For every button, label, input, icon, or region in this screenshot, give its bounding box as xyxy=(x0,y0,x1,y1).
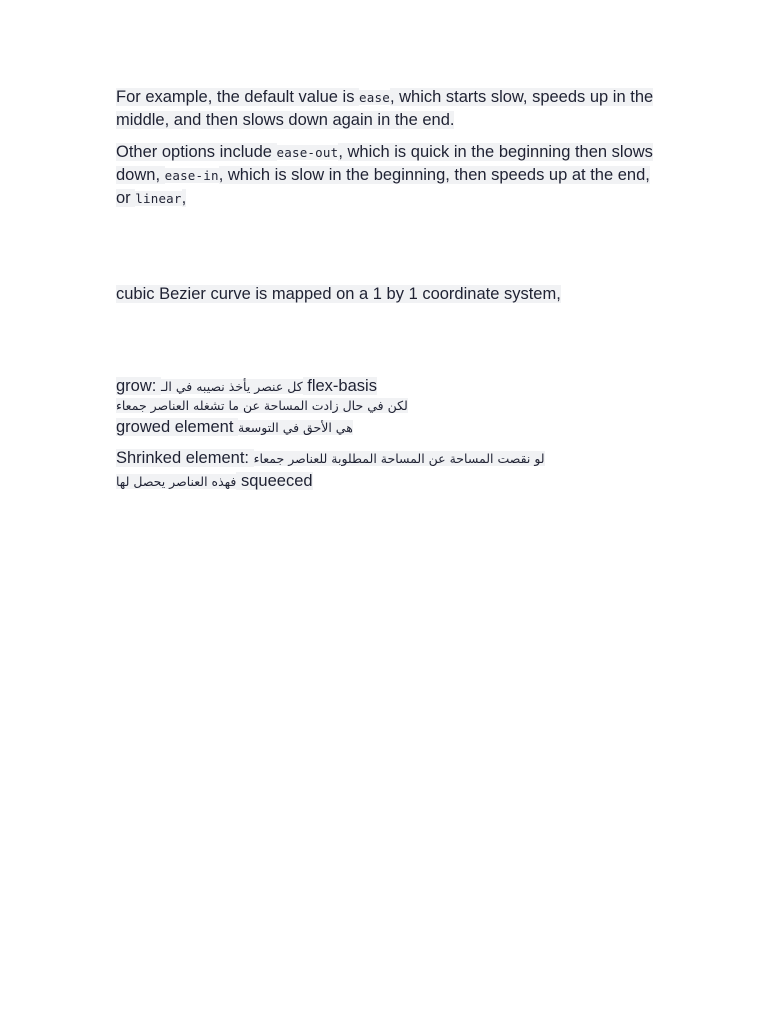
shrink-line-1 xyxy=(116,447,656,470)
paragraph-other-options xyxy=(116,141,656,210)
flex-basis-term: flex-basis xyxy=(302,377,377,395)
grow-line-1 xyxy=(116,375,656,398)
code-ease-in: ease-in xyxy=(164,168,219,183)
paragraph-ease-default xyxy=(116,86,656,131)
paragraph-text: For example, the default value is xyxy=(116,88,360,106)
grow-line-3 xyxy=(116,416,656,439)
paragraph-text: , which is slow in the beginning, then speeds up at the end, or xyxy=(116,166,650,207)
document-body xyxy=(116,86,656,493)
shrink-line-2 xyxy=(116,470,656,493)
paragraph-text: , which is quick in the beginning then slows down, xyxy=(116,143,653,184)
shrink-arabic-line2: فهذه العناصر يحصل لها xyxy=(116,474,237,489)
paragraph-text: Other options include xyxy=(116,143,277,161)
shrink-label: Shrinked element: xyxy=(116,449,254,467)
code-linear: linear xyxy=(135,191,182,206)
grow-arabic-line3: هي الأحق في التوسعة xyxy=(238,420,353,435)
paragraph-text: cubic Bezier curve is mapped on a 1 by 1 coordinate system, xyxy=(116,285,561,303)
paragraph-text: , which starts slow, speeds up in the middle, and then slows down again in the end. xyxy=(116,88,654,129)
squeeced-term: squeeced xyxy=(236,472,313,490)
paragraph-text: , xyxy=(181,189,187,207)
shrink-arabic-text: لو نقصت المساحة عن المساحة المطلوبة للعناصر جمعاء xyxy=(253,451,545,466)
grow-line-2 xyxy=(116,396,656,416)
grow-label: grow: xyxy=(116,377,161,395)
code-ease-out: ease-out xyxy=(276,145,339,160)
growed-element-label: growed element xyxy=(116,418,238,436)
grow-arabic-text: كل عنصر يأخذ نصيبه في الـ xyxy=(160,379,303,394)
code-ease: ease xyxy=(359,90,390,105)
grow-arabic-line2: لكن في حال زادت المساحة عن ما تشغله العناصر جمعاء xyxy=(116,398,408,413)
paragraph-cubic-bezier xyxy=(116,283,656,305)
